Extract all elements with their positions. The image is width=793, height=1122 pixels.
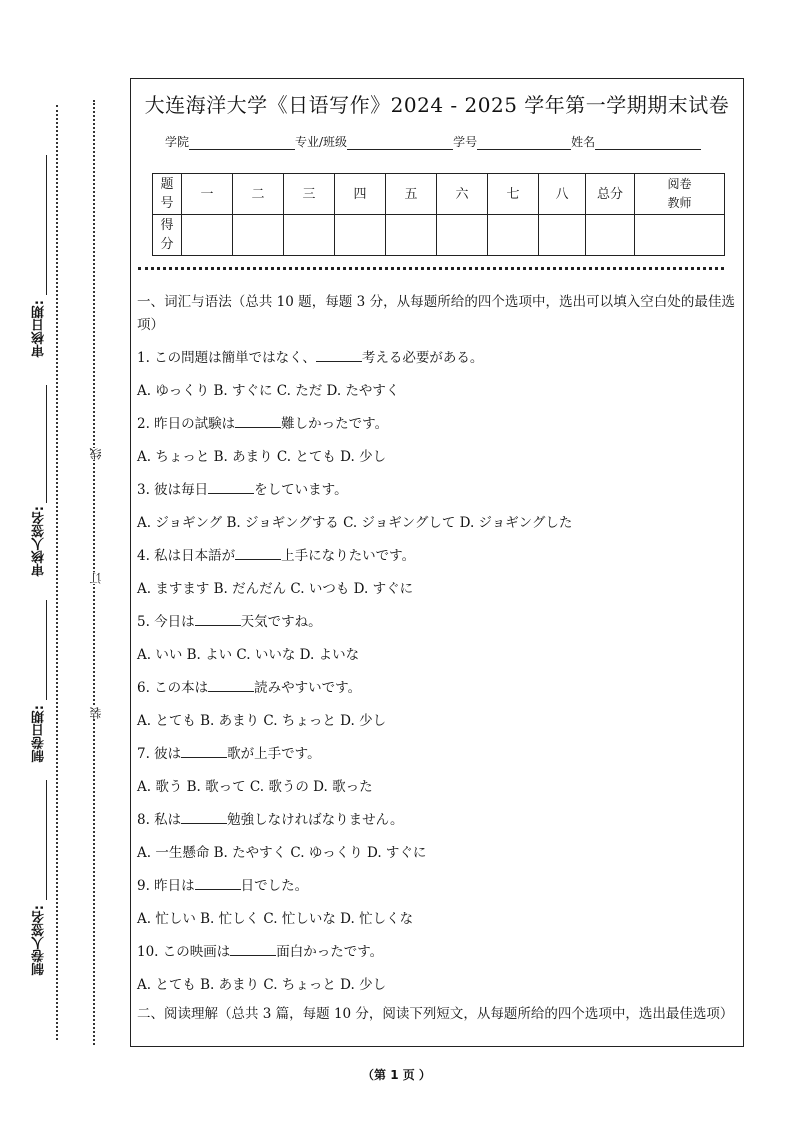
question-number-label: 题 号 — [153, 174, 182, 215]
reviewer-sign-line — [46, 385, 47, 503]
score-cell-4[interactable] — [335, 215, 386, 256]
answer-blank[interactable] — [208, 678, 254, 692]
exam-frame — [130, 78, 744, 1047]
section1-heading: 一、词汇与语法（总共 10 题，每题 3 分，从每题所给的四个选项中，选出可以填入空白处的最佳选项） — [137, 294, 735, 333]
col-3: 三 — [284, 174, 335, 215]
question-text: 10. この映画は — [137, 944, 231, 960]
score-label: 得 分 — [153, 215, 182, 256]
question-text: 日でした。 — [240, 878, 309, 894]
question-text: 4. 私は日本語が — [137, 548, 236, 564]
answer-blank[interactable] — [235, 546, 281, 560]
col-teacher: 阅卷 教师 — [635, 174, 725, 215]
answer-blank[interactable] — [181, 744, 227, 758]
score-cell-8[interactable] — [539, 215, 586, 256]
student-id-label: 学号 — [453, 135, 478, 149]
options-5: A. いい B. よい C. いいな D. よいな — [137, 647, 360, 663]
options-4: A. ますます B. だんだん C. いつも D. すぐに — [137, 581, 414, 597]
binding-char-xian: 线 — [89, 448, 103, 460]
question-text: 読みやすいです。 — [254, 680, 362, 696]
major-label: 专业/班级 — [295, 135, 348, 149]
reviewer-date-label: 审核日期: — [32, 300, 47, 358]
question-text: 7. 彼は — [137, 746, 182, 762]
question-text: 考える必要がある。 — [361, 350, 484, 366]
maker-date-label: 制卷日期: — [32, 705, 47, 763]
question-text: をしています。 — [254, 482, 348, 498]
question-text: 2. 昨日の試験は — [137, 416, 236, 432]
name-label: 姓名 — [571, 135, 596, 149]
score-table-header-row — [153, 174, 725, 215]
score-cell-total[interactable] — [586, 215, 635, 256]
options-2: A. ちょっと B. あまり C. とても D. 少し — [137, 449, 387, 465]
question-text: 面白かったです。 — [276, 944, 384, 960]
score-cell-6[interactable] — [437, 215, 488, 256]
dotted-separator — [138, 267, 724, 270]
question-text: 上手になりたいです。 — [281, 548, 416, 564]
options-6: A. とても B. あまり C. ちょっと D. 少し — [137, 713, 387, 729]
question-text: 9. 昨日は — [137, 878, 195, 894]
college-field[interactable] — [189, 137, 295, 150]
options-1: A. ゆっくり B. すぐに C. ただ D. たやすく — [137, 383, 400, 399]
question-3 — [137, 478, 735, 498]
question-text: 5. 今日は — [137, 614, 195, 630]
question-10 — [137, 940, 735, 960]
col-7: 七 — [488, 174, 539, 215]
name-field[interactable] — [595, 137, 701, 150]
question-1 — [137, 346, 735, 366]
college-label: 学院 — [165, 135, 190, 149]
score-cell-5[interactable] — [386, 215, 437, 256]
col-6: 六 — [437, 174, 488, 215]
question-9 — [137, 874, 735, 894]
answer-blank[interactable] — [195, 876, 241, 890]
page-number: （第 1 页 ） — [362, 1068, 431, 1082]
options-8: A. 一生懸命 B. たやすく C. ゆっくり D. すぐに — [137, 845, 427, 861]
score-table-score-row — [153, 215, 725, 256]
reviewer-sign-label: 审核人签名: — [32, 506, 47, 577]
binding-dotted-line-left — [56, 105, 58, 1040]
col-2: 二 — [233, 174, 284, 215]
reviewer-date-line — [46, 155, 47, 295]
options-3: A. ジョギング B. ジョギングする C. ジョギングして D. ジョギングした — [137, 515, 573, 531]
score-cell-2[interactable] — [233, 215, 284, 256]
answer-blank[interactable] — [195, 612, 241, 626]
binding-char-ding: 订 — [89, 572, 103, 584]
question-text: 8. 私は — [137, 812, 182, 828]
question-text: 難しかったです。 — [281, 416, 389, 432]
options-10: A. とても B. あまり C. ちょっと D. 少し — [137, 977, 387, 993]
question-text: 6. この本は — [137, 680, 209, 696]
answer-blank[interactable] — [230, 942, 276, 956]
options-9: A. 忙しい B. 忙しく C. 忙しいな D. 忙しくな — [137, 911, 414, 927]
maker-sign-line — [46, 780, 47, 900]
col-1: 一 — [182, 174, 233, 215]
question-4 — [137, 544, 735, 564]
question-7 — [137, 742, 735, 762]
section2-heading: 二、阅读理解（总共 3 篇，每题 10 分，阅读下列短文，从每题所给的四个选项中，选出最佳选项） — [137, 1006, 734, 1022]
score-cell-3[interactable] — [284, 215, 335, 256]
exam-title: 大连海洋大学《日语写作》2024 - 2025 学年第一学期期末试卷 — [144, 93, 730, 117]
question-8 — [137, 808, 735, 828]
student-id-field[interactable] — [477, 137, 571, 150]
maker-date-line — [46, 600, 47, 700]
answer-blank[interactable] — [316, 348, 362, 362]
student-info-row — [165, 133, 701, 150]
question-text: 勉強しなければなりません。 — [227, 812, 404, 828]
answer-blank[interactable] — [235, 414, 281, 428]
col-total: 总分 — [586, 174, 635, 215]
major-field[interactable] — [347, 137, 453, 150]
question-5 — [137, 610, 735, 630]
answer-blank[interactable] — [181, 810, 227, 824]
col-4: 四 — [335, 174, 386, 215]
question-text: 歌が上手です。 — [227, 746, 321, 762]
question-text: 3. 彼は毎日 — [137, 482, 209, 498]
answer-blank[interactable] — [208, 480, 254, 494]
score-cell-1[interactable] — [182, 215, 233, 256]
col-8: 八 — [539, 174, 586, 215]
question-text: 1. この問題は簡単ではなく、 — [137, 350, 316, 366]
binding-char-zhuang: 装 — [89, 707, 103, 719]
score-cell-7[interactable] — [488, 215, 539, 256]
maker-sign-label: 制卷人签名: — [32, 905, 47, 976]
options-7: A. 歌う B. 歌って C. 歌うの D. 歌った — [137, 779, 373, 795]
question-2 — [137, 412, 735, 432]
question-6 — [137, 676, 735, 696]
question-text: 天気ですね。 — [240, 614, 322, 630]
score-table — [152, 173, 725, 256]
score-cell-teacher[interactable] — [635, 215, 725, 256]
col-5: 五 — [386, 174, 437, 215]
